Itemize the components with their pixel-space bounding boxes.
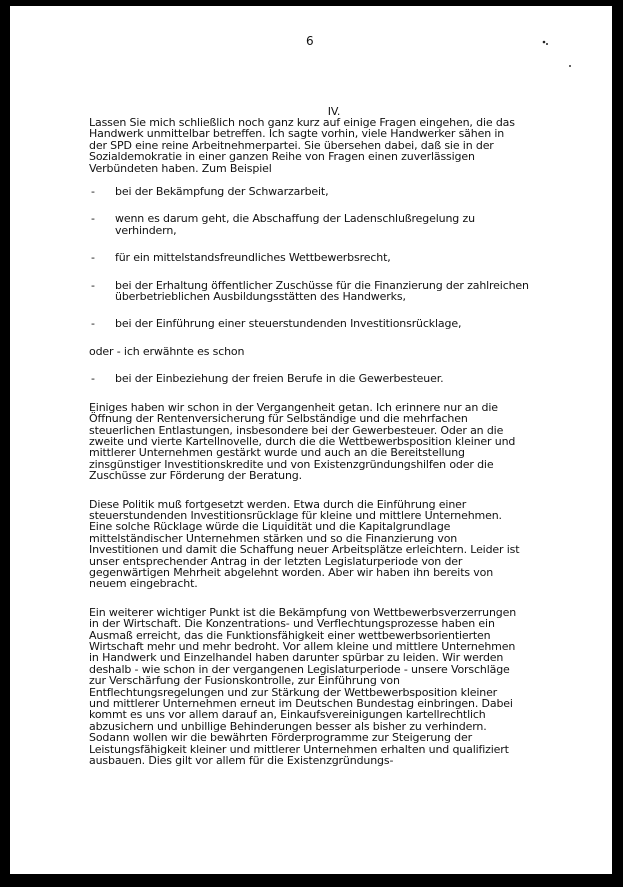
text-line: ausbauen. Dies gilt vor allem für die Existenzgründungs- xyxy=(89,754,394,768)
section-numeral: IV. xyxy=(327,105,341,118)
list-item xyxy=(89,318,559,329)
text-line: bei der Einführung einer steuerstundenden Investitionsrücklage, xyxy=(115,317,462,331)
text-line: neuem eingebracht. xyxy=(89,577,198,591)
paragraph-competition xyxy=(89,607,559,767)
text-line: zinsgünstiger Investitionskredite und von Existenzgründungshilfen oder die xyxy=(89,457,494,471)
interjection: oder - ich erwähnte es schon xyxy=(89,344,245,358)
text-line: mittelständischer Unternehmen stärken und so die Finanzierung von xyxy=(89,531,458,545)
text-line: für ein mittelstandsfreundliches Wettbewerbsrecht, xyxy=(115,251,391,265)
list-item xyxy=(89,186,559,197)
text-line: Leistungsfähigkeit kleiner und mittlerer Unternehmen erhalten und qualifiziert xyxy=(89,742,509,756)
text-line: Öffnung der Rentenversicherung für Selbständige und die mehrfachen xyxy=(89,412,468,426)
bullet-dash: - xyxy=(91,251,95,265)
text-line: in Handwerk und Einzelhandel haben darunter spürbar zu leiden. Wir werden xyxy=(89,651,504,665)
text-line: zur Verschärfung der Fusionskontrolle, zur Einführung von xyxy=(89,674,400,688)
text-line: der SPD eine reine Arbeitnehmerpartei. Sie übersehen dabei, daß sie in der xyxy=(89,138,494,152)
list-item xyxy=(89,252,559,263)
text-line: bei der Bekämpfung der Schwarzarbeit, xyxy=(115,185,329,199)
text-line: Investitionen und damit die Schaffung neuer Arbeitsplätze erleichtern. Leider ist xyxy=(89,543,520,557)
text-line: Ausmaß erreicht, das die Funktionsfähigkeit einer wettbewerbsorientierten xyxy=(89,628,491,642)
text-line: Lassen Sie mich schließlich noch ganz kurz auf einige Fragen eingehen, die das xyxy=(89,116,515,129)
example-list-continued xyxy=(89,373,559,384)
list-item xyxy=(89,213,559,236)
paragraph-investment-reserve xyxy=(89,499,559,590)
text-line: überbetrieblichen Ausbildungsstätten des Handwerks, xyxy=(115,290,406,304)
text-line: Diese Politik muß fortgesetzt werden. Etwa durch die Einführung einer xyxy=(89,497,467,511)
text-line: steuerstundenden Investitionsrücklage für kleine und mittlere Unternehmen. xyxy=(89,508,502,522)
paragraph-achievements xyxy=(89,402,559,482)
text-line: deshalb - wie schon in der vergangenen Legislaturperiode - unsere Vorschläge xyxy=(89,662,510,676)
text-line: Einiges haben wir schon in der Vergangenheit getan. Ich erinnere nur an die xyxy=(89,400,498,414)
list-item xyxy=(89,373,559,384)
text-line: Wirtschaft mehr und mehr bedroht. Vor allem kleine und mittlere Unternehmen xyxy=(89,640,516,653)
text-line: Sozialdemokratie in einer ganzen Reihe von Fragen einen zuverlässigen xyxy=(89,150,475,164)
text-line: bei der Einbeziehung der freien Berufe in die Gewerbesteuer. xyxy=(115,372,444,386)
text-line: Zuschüsse zur Förderung der Beratung. xyxy=(89,469,302,483)
text-line: Entflechtungsregelungen und zur Stärkung der Wettbewerbsposition kleiner xyxy=(89,685,498,699)
bullet-dash: - xyxy=(91,212,95,226)
text-line: wenn es darum geht, die Abschaffung der Ladenschlußregelung zu xyxy=(115,212,475,226)
text-line: Ein weiterer wichtiger Punkt ist die Bekämpfung von Wettbewerbsverzerrungen xyxy=(89,605,517,619)
text-line: Verbündeten haben. Zum Beispiel xyxy=(89,161,272,175)
text-line: verhindern, xyxy=(115,223,177,237)
bullet-dash: - xyxy=(91,185,95,199)
bullet-dash: - xyxy=(91,372,95,386)
letter-body xyxy=(89,106,559,766)
text-line: und mittlerer Unternehmen erneut im Deutschen Bundestag einbringen. Dabei xyxy=(89,697,513,711)
text-line: unser entsprechender Antrag in der letzten Legislaturperiode von der xyxy=(89,554,463,568)
example-list xyxy=(89,186,559,330)
text-line: Eine solche Rücklage würde die Liquidität und die Kapitalgrundlage xyxy=(89,520,451,534)
page-number: 6 xyxy=(306,34,314,48)
text-line: bei der Erhaltung öffentlicher Zuschüsse für die Finanzierung der zahlreichen xyxy=(115,278,529,292)
text-line: mittlerer Unternehmen gestärkt wurde und auch an die Bereitstellung xyxy=(89,446,465,460)
text-line: kommt es uns vor allem darauf an, Einkaufsvereinigungen kartellrechtlich xyxy=(89,708,486,722)
list-item xyxy=(89,280,559,303)
text-line: abzusichern und unbillige Behinderungen besser als bisher zu verhindern. xyxy=(89,719,487,733)
intro-paragraph xyxy=(89,117,559,174)
text-line: gegenwärtigen Mehrheit abgelehnt worden. Aber wir haben ihn bereits von xyxy=(89,565,494,579)
bullet-dash: - xyxy=(91,317,95,331)
text-line: Handwerk unmittelbar betreffen. Ich sagte vorhin, viele Handwerker sähen in xyxy=(89,127,505,141)
text-line: in der Wirtschaft. Die Konzentrations- und Verflechtungsprozesse haben ein xyxy=(89,617,495,631)
bullet-dash: - xyxy=(91,278,95,292)
document-page xyxy=(10,6,612,874)
text-line: Sodann wollen wir die bewährten Förderprogramme zur Steigerung der xyxy=(89,731,473,745)
text-line: zweite und vierte Kartellnovelle, durch die die Wettbewerbsposition kleiner und xyxy=(89,434,516,448)
text-line: steuerlichen Entlastungen, insbesondere bei der Gewerbesteuer. Oder an die xyxy=(89,423,504,437)
